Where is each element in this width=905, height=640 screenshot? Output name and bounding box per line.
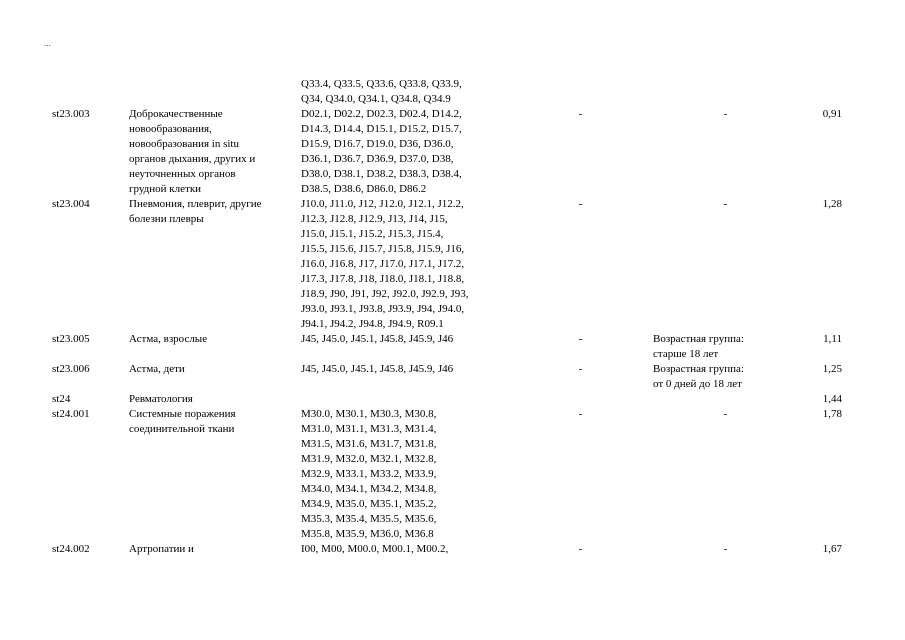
table-row: [52, 542, 842, 557]
cell-line: -: [723, 408, 728, 420]
table-row: [52, 77, 842, 107]
cell-line: Возрастная группа:: [653, 333, 744, 345]
cell-line: новообразования,: [129, 123, 212, 135]
header-marker: ...: [44, 38, 51, 48]
cell-line: D02.1, D02.2, D02.3, D02.4, D14.2,: [301, 108, 462, 120]
mkb-codes-cell: [301, 197, 508, 332]
cell-line: Q33.4, Q33.5, Q33.6, Q33.8, Q33.9,: [301, 78, 462, 90]
cell-line: J10.0, J11.0, J12, J12.0, J12.1, J12.2,: [301, 198, 464, 210]
other-criteria-cell: [653, 197, 798, 332]
additional-criteria-cell: -: [578, 408, 583, 420]
cell-line: -: [723, 543, 728, 555]
ksg-table: [52, 77, 842, 557]
ksg-code-cell: [52, 77, 129, 107]
coefficient-cell: 1,28: [822, 198, 842, 210]
other-criteria-cell: [653, 407, 798, 542]
cell-line: грудной клетки: [129, 183, 202, 195]
table-row: [52, 332, 842, 362]
cell-line: органов дыхания, других и: [129, 153, 256, 165]
cell-line: I00, M00, M00.0, M00.1, M00.2,: [301, 543, 449, 555]
cell-line: D14.3, D14.4, D15.1, D15.2, D15.7,: [301, 123, 462, 135]
cell-line: M35.3, M35.4, M35.5, M35.6,: [301, 513, 437, 525]
table-row: [52, 392, 842, 407]
cell-line: J15.0, J15.1, J15.2, J15.3, J15.4,: [301, 228, 444, 240]
cell-line: J94.1, J94.2, J94.8, J94.9, R09.1: [301, 318, 444, 330]
cell-line: новообразования in situ: [129, 138, 239, 150]
cell-line: M31.0, M31.1, M31.3, M31.4,: [301, 423, 437, 435]
table-row: [52, 197, 842, 332]
cell-line: M30.0, M30.1, M30.3, M30.8,: [301, 408, 437, 420]
table-row: [52, 107, 842, 197]
cell-line: Астма, взрослые: [129, 333, 208, 345]
other-criteria-cell: [653, 77, 798, 107]
ksg-name-cell: [129, 362, 301, 392]
cell-line: Доброкачественные: [129, 108, 223, 120]
cell-line: -: [723, 198, 728, 210]
cell-line: Q34, Q34.0, Q34.1, Q34.8, Q34.9: [301, 93, 451, 105]
mkb-codes-cell: [301, 332, 508, 362]
cell-line: неуточненных органов: [129, 168, 236, 180]
coefficient-cell: 1,67: [822, 543, 842, 555]
cell-line: J18.9, J90, J91, J92, J92.0, J92.9, J93,: [301, 288, 469, 300]
ksg-code-cell: st24: [52, 393, 71, 405]
mkb-codes-cell: [301, 392, 508, 407]
ksg-code-cell: st24.001: [52, 408, 90, 420]
cell-line: D38.5, D38.6, D86.0, D86.2: [301, 183, 427, 195]
cell-line: D36.1, D36.7, D36.9, D37.0, D38,: [301, 153, 454, 165]
coefficient-cell: 1,25: [822, 363, 842, 375]
table-row: [52, 407, 842, 542]
cell-line: M34.9, M35.0, M35.1, M35.2,: [301, 498, 437, 510]
ksg-code-cell: st24.002: [52, 543, 90, 555]
additional-criteria-cell: -: [578, 333, 583, 345]
ksg-code-cell: st23.004: [52, 198, 90, 210]
additional-criteria-cell: [508, 77, 653, 107]
cell-line: J16.0, J16.8, J17, J17.0, J17.1, J17.2,: [301, 258, 465, 270]
other-criteria-cell: [653, 542, 798, 557]
cell-line: M34.0, M34.1, M34.2, M34.8,: [301, 483, 437, 495]
table-row: [52, 362, 842, 392]
other-criteria-cell: [653, 392, 798, 407]
mkb-codes-cell: [301, 542, 508, 557]
ksg-code-cell: st23.006: [52, 363, 90, 375]
other-criteria-cell: [653, 332, 798, 362]
cell-line: от 0 дней до 18 лет: [653, 378, 742, 390]
cell-line: соединительной ткани: [129, 423, 235, 435]
ksg-name-cell: [129, 542, 301, 557]
other-criteria-cell: [653, 107, 798, 197]
cell-line: J12.3, J12.8, J12.9, J13, J14, J15,: [301, 213, 448, 225]
cell-line: Артропатии и: [129, 543, 194, 555]
ksg-name-cell: [129, 197, 301, 332]
cell-line: J17.3, J17.8, J18, J18.0, J18.1, J18.8,: [301, 273, 465, 285]
cell-line: M35.8, M35.9, M36.0, M36.8: [301, 528, 434, 540]
coefficient-cell: 1,78: [822, 408, 842, 420]
mkb-codes-cell: [301, 362, 508, 392]
ksg-name-cell: [129, 407, 301, 542]
ksg-name-cell: [129, 77, 301, 107]
cell-line: Астма, дети: [129, 363, 185, 375]
cell-line: J45, J45.0, J45.1, J45.8, J45.9, J46: [301, 333, 454, 345]
coefficient-cell: 1,11: [823, 333, 842, 345]
cell-line: Пневмония, плеврит, другие: [129, 198, 262, 210]
mkb-codes-cell: [301, 77, 508, 107]
cell-line: M31.9, M32.0, M32.1, M32.8,: [301, 453, 437, 465]
coefficient-cell: 0,91: [822, 108, 842, 120]
mkb-codes-cell: [301, 107, 508, 197]
coefficient-cell: [798, 77, 842, 107]
cell-line: Системные поражения: [129, 408, 236, 420]
ksg-name-cell: [129, 332, 301, 362]
cell-line: Ревматология: [129, 393, 193, 405]
ksg-name-cell: [129, 107, 301, 197]
mkb-codes-cell: [301, 407, 508, 542]
additional-criteria-cell: -: [578, 108, 583, 120]
cell-line: Возрастная группа:: [653, 363, 744, 375]
coefficient-cell: 1,44: [822, 393, 842, 405]
cell-line: J15.5, J15.6, J15.7, J15.8, J15.9, J16,: [301, 243, 465, 255]
ksg-name-cell: [129, 392, 301, 407]
ksg-code-cell: st23.003: [52, 108, 90, 120]
cell-line: болезни плевры: [129, 213, 204, 225]
additional-criteria-cell: -: [578, 363, 583, 375]
ksg-code-cell: st23.005: [52, 333, 90, 345]
additional-criteria-cell: -: [578, 198, 583, 210]
cell-line: M31.5, M31.6, M31.7, M31.8,: [301, 438, 437, 450]
other-criteria-cell: [653, 362, 798, 392]
cell-line: старше 18 лет: [653, 348, 719, 360]
additional-criteria-cell: [508, 392, 653, 407]
cell-line: D38.0, D38.1, D38.2, D38.3, D38.4,: [301, 168, 462, 180]
cell-line: D15.9, D16.7, D19.0, D36, D36.0,: [301, 138, 454, 150]
additional-criteria-cell: -: [578, 543, 583, 555]
cell-line: M32.9, M33.1, M33.2, M33.9,: [301, 468, 437, 480]
cell-line: J93.0, J93.1, J93.8, J93.9, J94, J94.0,: [301, 303, 465, 315]
cell-line: J45, J45.0, J45.1, J45.8, J45.9, J46: [301, 363, 454, 375]
cell-line: -: [723, 108, 728, 120]
ksg-table-body: [52, 77, 842, 557]
